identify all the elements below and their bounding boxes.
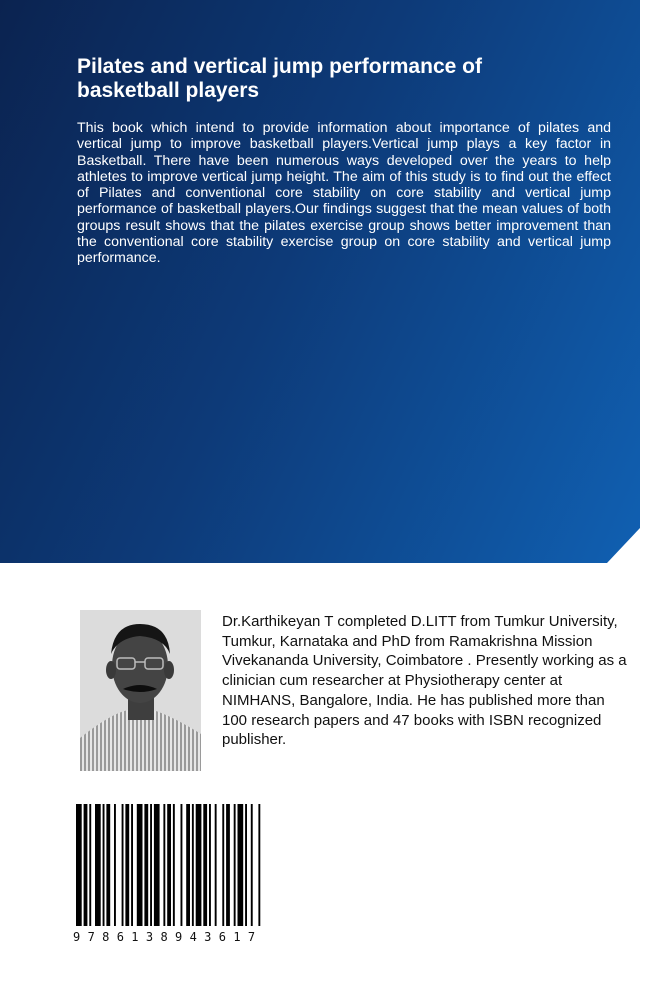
isbn-barcode	[72, 800, 310, 947]
book-title: Pilates and vertical jump performance of basketball players	[77, 55, 482, 102]
author-photo	[80, 610, 201, 771]
author-bio: Dr.Karthikeyan T completed D.LITT from Tumkur University, Tumkur, Karnataka and PhD from Ramakrishna Mission Vivekananda University, Coimbatore . Presently working as a clinician cum researcher at Physiotherapy center at NIMHANS, Bangalore, India. He has published more than 100 research papers and 47 books with ISBN recognized publisher.	[222, 613, 627, 749]
isbn-digits: 9786138943617	[73, 930, 307, 944]
book-description: This book which intend to provide information about importance of pilates and vertical jump to improve basketball players.Vertical jump plays a key factor in Basketball. There have been numerous ways developed over the years to help athletes to improve vertical jump height. The aim of this study is to find out the effect of Pilates and conventional core stability on core stability and vertical jump performance of basketball players.Our findings suggest that the mean values of both groups result shows that the pilates exercise group shows better improvement than the conventional core stability exercise group on core stability and vertical jump performance.	[77, 120, 611, 267]
